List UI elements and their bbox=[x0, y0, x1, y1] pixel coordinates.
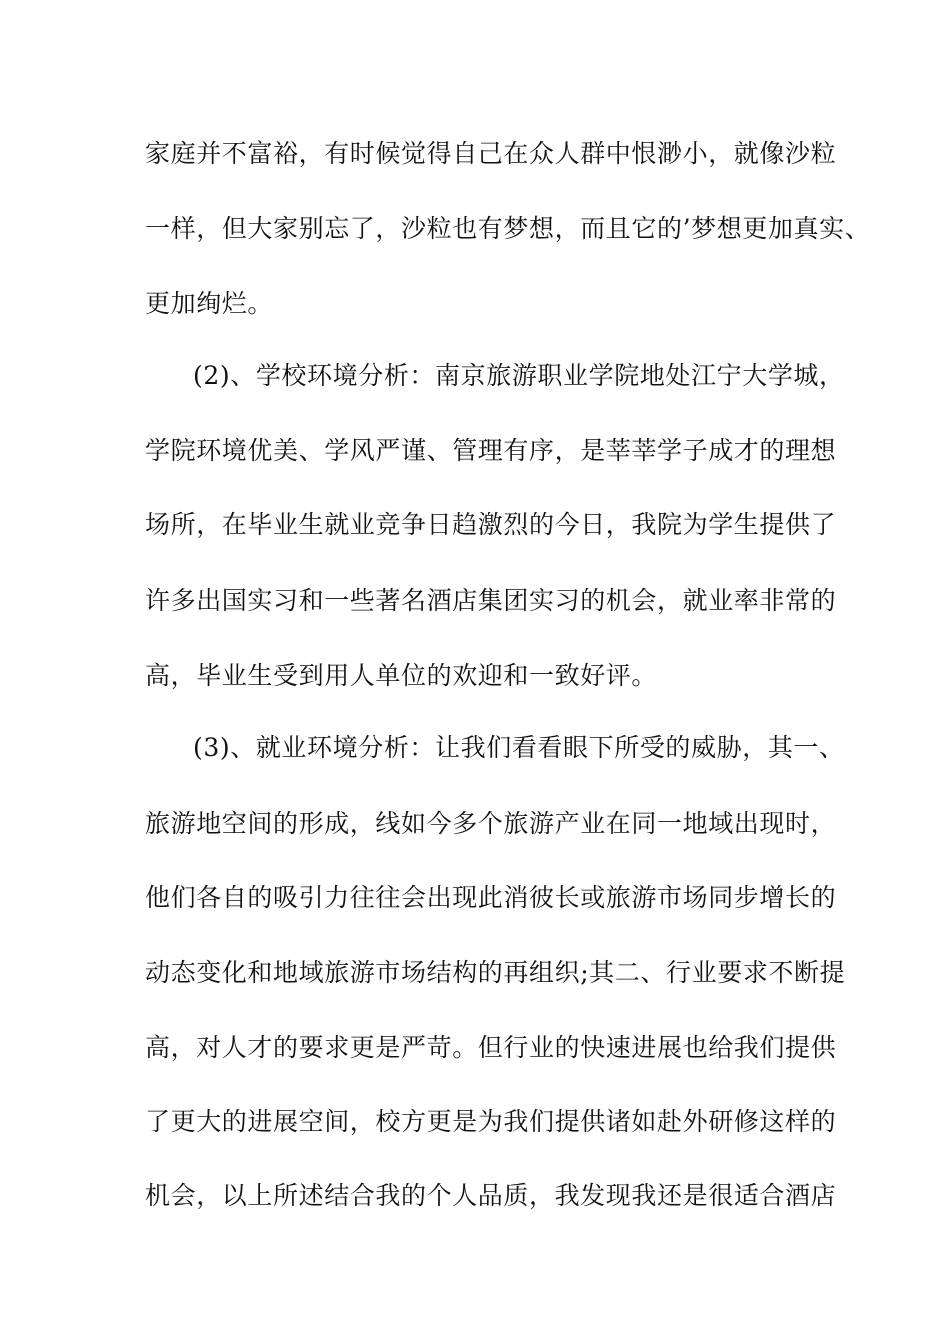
paragraph-first-line: (2)、学校环境分析：南京旅游职业学院地处江宁大学城， bbox=[193, 361, 845, 390]
text-line: 他们各自的吸引力往往会出现此消彼长或旅游市场同步增长的 bbox=[145, 883, 837, 912]
text-line: 高，对人才的要求更是严苛。但行业的快速进展也给我们提供 bbox=[145, 1033, 837, 1062]
text-line: 动态变化和地域旅游市场结构的再组织;其二、行业要求不断提 bbox=[145, 958, 846, 987]
text-line: 高，毕业生受到用人单位的欢迎和一致好评。 bbox=[145, 661, 658, 690]
text-line: 许多出国实习和一些著名酒店集团实习的机会，就业率非常的 bbox=[145, 586, 837, 615]
text-line: 了更大的进展空间，校方更是为我们提供诸如赴外研修这样的 bbox=[145, 1107, 837, 1136]
text-line: 更加绚烂。 bbox=[145, 289, 274, 318]
text-line: 机会，以上所述结合我的个人品质，我发现我还是很适合酒店 bbox=[145, 1181, 837, 1210]
text-line: 学院环境优美、学风严谨、管理有序，是莘莘学子成才的理想 bbox=[145, 436, 837, 465]
text-line: 家庭并不富裕，有时候觉得自己在众人群中恨渺小，就像沙粒 bbox=[145, 139, 837, 168]
paragraph-first-line: (3)、就业环境分析：让我们看看眼下所受的威胁，其一、 bbox=[193, 733, 845, 762]
text-line: 一样，但大家别忘了，沙粒也有梦想，而且它的’梦想更加真实、 bbox=[145, 214, 871, 243]
text-line: 旅游地空间的形成，线如今多个旅游产业在同一地域出现时， bbox=[145, 809, 837, 838]
text-line: 场所，在毕业生就业竞争日趋激烈的今日，我院为学生提供了 bbox=[145, 510, 837, 539]
